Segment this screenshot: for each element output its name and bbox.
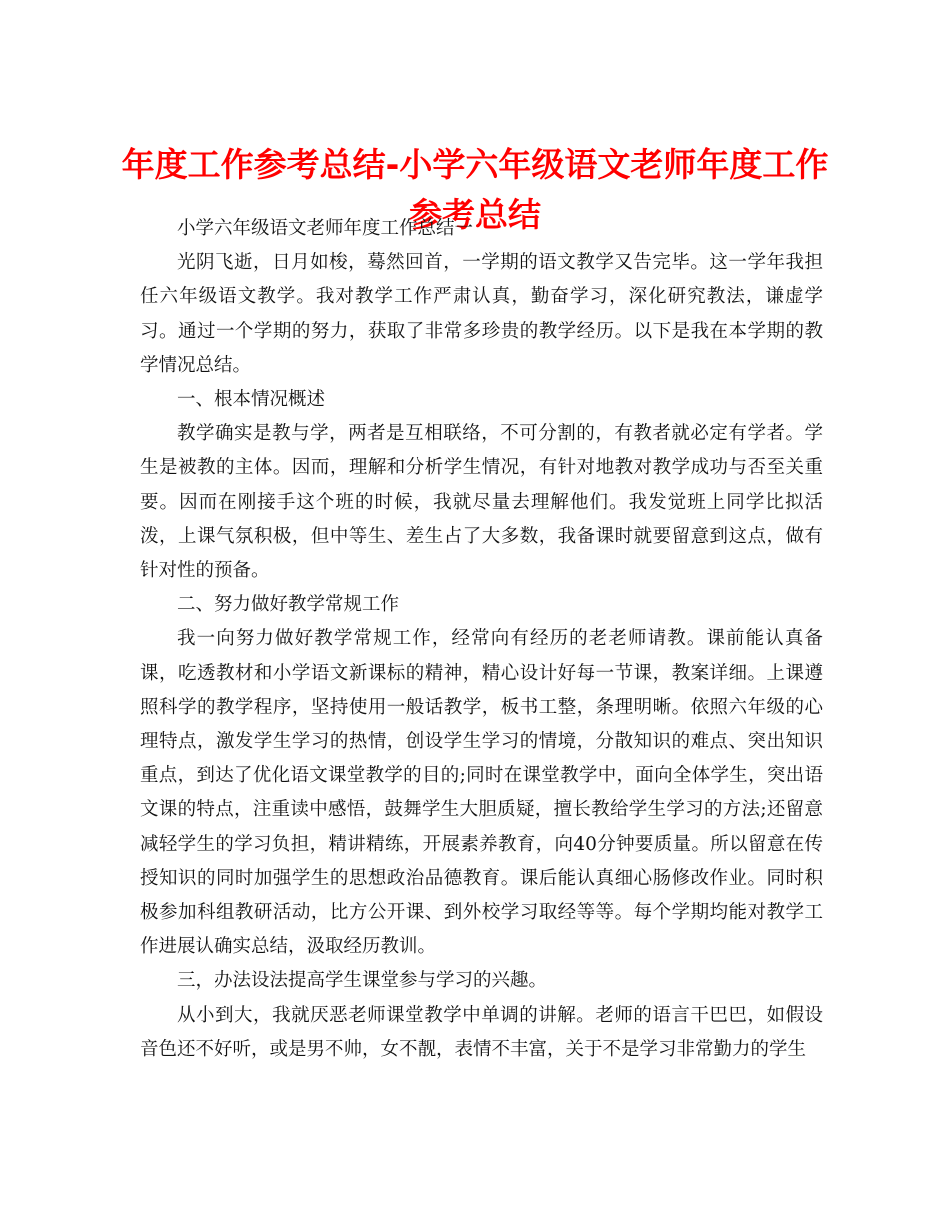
document-body bbox=[140, 212, 823, 1067]
paragraph-section-3: 从小到大，我就厌恶老师课堂教学中单调的讲解。老师的语言干巴巴，如假设音色还不好听，或是男不帅，女不靓，表情不丰富，关于不是学习非常勤力的学生 bbox=[140, 1004, 823, 1060]
document-title: 年度工作参考总结-小学六年级语文老师年度工作参考总结 bbox=[121, 145, 829, 235]
paragraph-section-1: 教学确实是教与学，两者是互相联络，不可分割的，有教者就必定有学者。学生是被教的主体。因而，理解和分析学生情况，有针对地教对教学成功与否至关重要。因而在刚接手这个班的时候，我就尽量去理解他们。我发觉班上同学比拟活泼，上课气氛积极，但中等生、差生占了大多数，我备课时就要留意到这点，做有针对性的预备。 bbox=[140, 423, 823, 582]
paragraph-section-2: 我一向努力做好教学常规工作，经常向有经历的老老师请教。课前能认真备课，吃透教材和小学语文新课标的精神，精心设计好每一节课，教案详细。上课遵照科学的教学程序，坚持使用一般话教学，板书工整，条理明晰。依照六年级的心理特点，激发学生学习的热情，创设学生学习的情境，分散知识的难点、突出知识重点，到达了优化语文课堂教学的目的;同时在课堂教学中，面向全体学生，突出语文课的特点，注重读中感悟，鼓舞学生大胆质疑，擅长教给学生学习的方法;还留意减轻学生的学习负担，精讲精练，开展素养教育，向40分钟要质量。所以留意在传授知识的同时加强学生的思想政治品德教育。课后能认真细心肠修改作业。同时积极参加科组教研活动，比方公开课、到外校学习取经等等。每个学期均能对教学工作进展认确实总结，汲取经历教训。 bbox=[140, 628, 823, 958]
section-heading-3: 三，办法设法提高学生课堂参与学习的兴趣。 bbox=[177, 970, 548, 992]
paragraph-subtitle: 小学六年级语文老师年度工作总结一 bbox=[177, 218, 474, 239]
paragraph-intro: 光阴飞逝，日月如梭，蓦然回首，一学期的语文教学又告完毕。这一学年我担任六年级语文教学。我对教学工作严肃认真，勤奋学习，深化研究教法，谦虚学习。通过一个学期的努力，获取了非常多珍贵的教学经历。以下是我在本学期的教学情况总结。 bbox=[140, 252, 823, 376]
section-heading-1: 一、根本情况概述 bbox=[177, 389, 326, 411]
section-heading-2: 二、努力做好教学常规工作 bbox=[177, 594, 400, 616]
